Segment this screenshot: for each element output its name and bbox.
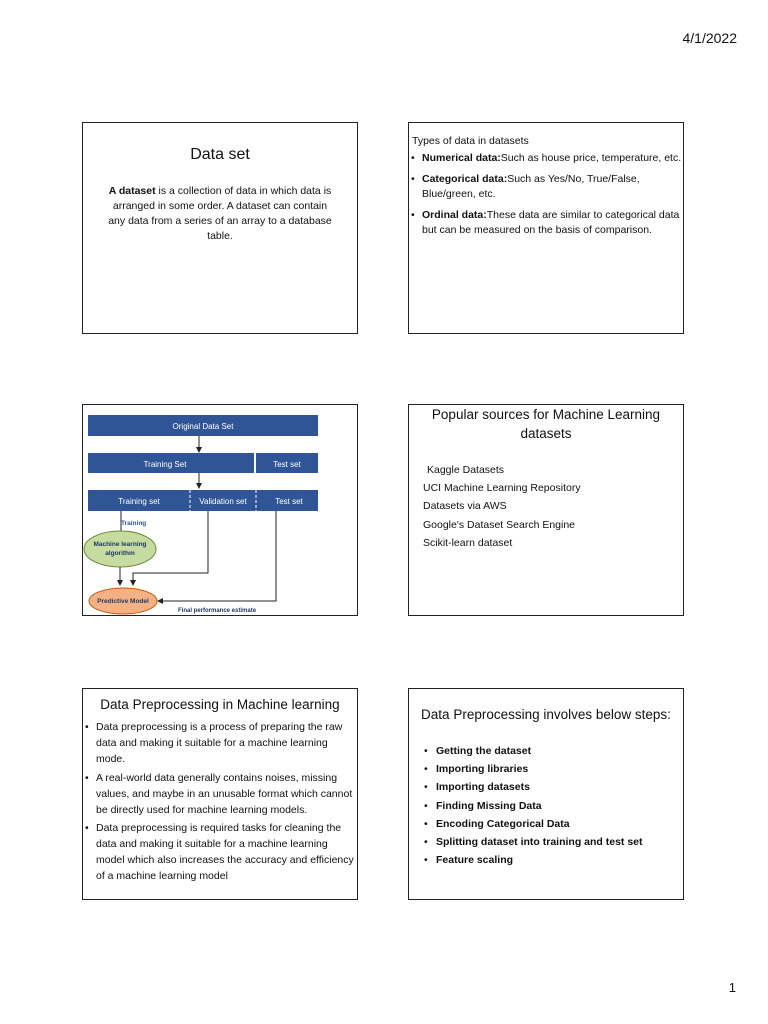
original-data-set-label: Original Data Set	[172, 422, 234, 431]
ml-algorithm-ellipse	[84, 531, 156, 567]
test-set-2-label: Test set	[275, 497, 303, 506]
list-item: Scikit-learn dataset	[423, 536, 513, 549]
slide-data-preprocessing	[82, 688, 358, 900]
steps-list	[423, 742, 683, 869]
item-label: Numerical data:	[422, 152, 501, 164]
predictive-model-label: Predictive Model	[97, 598, 149, 605]
list-item: • Encoding Categorical Data	[423, 815, 683, 833]
dataset-term: A dataset	[108, 185, 156, 197]
preprocessing-list	[83, 720, 357, 885]
final-estimate-label: Final performance estimate	[178, 608, 257, 614]
slide-preprocessing-steps	[408, 688, 684, 900]
list-item: Datasets via AWS	[423, 500, 507, 513]
list-item	[409, 172, 683, 203]
list-item: • Data preprocessing is a process of preparing the raw data and making it suitable for a machine learning mode.	[83, 720, 355, 768]
list-item: UCI Machine Learning Repository	[423, 482, 581, 495]
slide-types-of-data	[408, 122, 684, 334]
ml-algorithm-line1: Machine learning	[93, 541, 147, 548]
list-item: • Getting the dataset	[423, 742, 683, 760]
slide-data-split-diagram	[82, 404, 358, 616]
slide-body	[105, 184, 335, 244]
item-text: Such as Yes/No, True/False, Blue/green, etc.	[422, 172, 640, 200]
slide-ml-sources	[408, 404, 684, 616]
slide-title: Popular sources for Machine Learning datasets	[431, 407, 661, 441]
list-item: Kaggle Datasets	[427, 464, 505, 476]
training-label: Training	[121, 520, 147, 527]
page-number: 1	[728, 980, 736, 995]
list-item	[409, 151, 683, 167]
list-item	[409, 208, 683, 239]
slide-title: Data Preprocessing in Machine learning	[100, 697, 340, 712]
training-set-2-label: Training set	[118, 497, 160, 506]
list-item: • Importing libraries	[423, 760, 683, 778]
list-item: • Splitting dataset into training and test set	[423, 833, 683, 851]
training-set-label: Training Set	[143, 460, 187, 469]
list-item: Google's Dataset Search Engine	[423, 518, 576, 531]
slide-heading: Types of data in datasets	[412, 135, 529, 147]
item-label: Ordinal data:	[422, 208, 487, 221]
test-set-label: Test set	[273, 460, 301, 469]
page-date: 4/1/2022	[682, 30, 737, 46]
slide-title: Data set	[190, 146, 250, 163]
list-item: • A real-world data generally contains noises, missing values, and maybe in an unusable format which cannot be directly used for machine learning models.	[83, 771, 355, 819]
item-text: Such as house price, temperature, etc.	[500, 152, 682, 164]
sources-list	[423, 461, 683, 552]
slide-title: Data Preprocessing involves below steps:	[421, 707, 671, 722]
list-item: • Data preprocessing is required tasks for cleaning the data and making it suitable for a machine learning model which also increases the accuracy and efficiency of a machine learning model	[83, 821, 355, 885]
dataset-definition: is a collection of data in which data is arranged in some order. A dataset can contain any data from a series of an array to a database table.	[108, 185, 332, 242]
slide-data-set	[82, 122, 358, 334]
list-item: • Feature scaling	[423, 851, 683, 869]
data-split-diagram	[83, 405, 357, 615]
item-text: These data are similar to categorical data but can be measured on the basis of comparison.	[422, 208, 680, 236]
list-item: • Finding Missing Data	[423, 797, 683, 815]
list-item: • Importing datasets	[423, 778, 683, 796]
ml-algorithm-line2: algorithm	[105, 550, 135, 557]
item-label: Categorical data:	[422, 172, 508, 185]
validation-set-label: Validation set	[199, 497, 247, 506]
data-types-list	[409, 151, 683, 239]
